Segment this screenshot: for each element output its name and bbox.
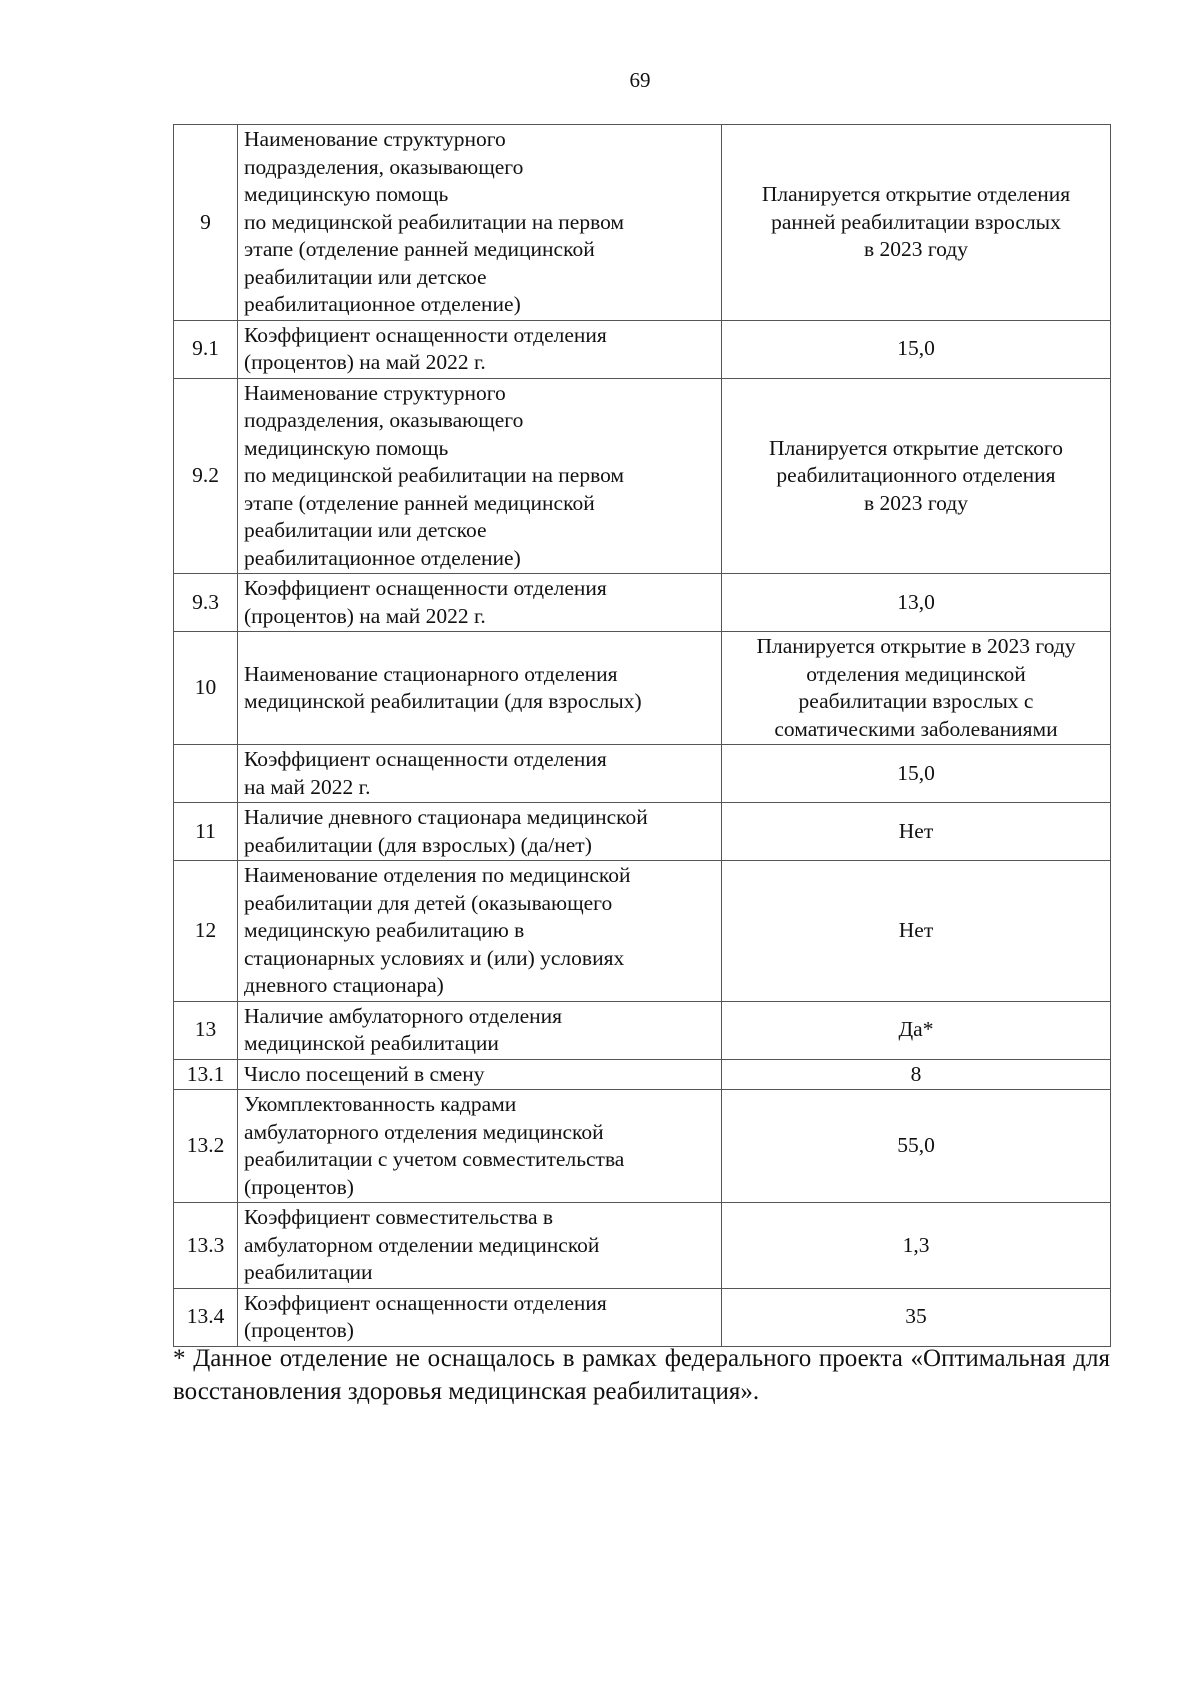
row-label: Коэффициент оснащенности отделения на май 2022 г. (238, 745, 722, 803)
row-value: 15,0 (722, 745, 1111, 803)
row-number: 9.1 (174, 320, 238, 378)
row-value: 13,0 (722, 574, 1111, 632)
table-row (174, 1059, 1111, 1090)
row-number: 12 (174, 861, 238, 1002)
row-label: Коэффициент оснащенности отделения (процентов) на май 2022 г. (238, 320, 722, 378)
footnote: * Данное отделение не оснащалось в рамках федерального проекта «Оптимальная для восстановления здоровья медицинская реабилитация». (173, 1345, 1110, 1405)
table-row (174, 803, 1111, 861)
row-label: Укомплектованность кадрами амбулаторного отделения медицинской реабилитации с учетом совместительства (процентов) (238, 1090, 722, 1203)
table-row (174, 632, 1111, 745)
row-number: 9.3 (174, 574, 238, 632)
row-number: 9.2 (174, 378, 238, 574)
row-label: Наименование структурного подразделения, оказывающего медицинскую помощь по медицинской реабилитации на первом этапе (отделение ранней медицинской реабилитации или детское реабилитационное отделение) (238, 125, 722, 321)
table-row (174, 320, 1111, 378)
row-number: 9 (174, 125, 238, 321)
row-label: Наименование отделения по медицинской реабилитации для детей (оказывающего медицинскую реабилитацию в стационарных условиях и (или) условиях дневного стационара) (238, 861, 722, 1002)
row-label: Наименование стационарного отделения медицинской реабилитации (для взрослых) (238, 632, 722, 745)
table-row (174, 1001, 1111, 1059)
row-label: Коэффициент оснащенности отделения (процентов) (238, 1288, 722, 1346)
row-number: 11 (174, 803, 238, 861)
row-label: Наличие амбулаторного отделения медицинской реабилитации (238, 1001, 722, 1059)
row-value: 55,0 (722, 1090, 1111, 1203)
table-row (174, 745, 1111, 803)
row-label: Наличие дневного стационара медицинской реабилитации (для взрослых) (да/нет) (238, 803, 722, 861)
row-label: Число посещений в смену (238, 1059, 722, 1090)
table-row (174, 1288, 1111, 1346)
table-row (174, 574, 1111, 632)
row-value: 15,0 (722, 320, 1111, 378)
row-value: 35 (722, 1288, 1111, 1346)
page-number: 69 (629, 68, 651, 92)
table-row (174, 378, 1111, 574)
table-row (174, 861, 1111, 1002)
table-row (174, 1090, 1111, 1203)
row-number: 13.2 (174, 1090, 238, 1203)
row-value: Планируется открытие в 2023 году отделения медицинской реабилитации взрослых с соматическими заболеваниями (722, 632, 1111, 745)
table-row (174, 125, 1111, 321)
row-value: Нет (722, 803, 1111, 861)
row-label: Коэффициент совместительства в амбулаторном отделении медицинской реабилитации (238, 1203, 722, 1289)
row-value: 8 (722, 1059, 1111, 1090)
row-number: 13.3 (174, 1203, 238, 1289)
row-number: 10 (174, 632, 238, 745)
row-label: Коэффициент оснащенности отделения (процентов) на май 2022 г. (238, 574, 722, 632)
row-number: 13.4 (174, 1288, 238, 1346)
row-value: Планируется открытие детского реабилитационного отделения в 2023 году (722, 378, 1111, 574)
row-number: 13.1 (174, 1059, 238, 1090)
row-value: Планируется открытие отделения ранней реабилитации взрослых в 2023 году (722, 125, 1111, 321)
row-number: 13 (174, 1001, 238, 1059)
row-value: Нет (722, 861, 1111, 1002)
data-table (173, 124, 1111, 1347)
row-value: Да* (722, 1001, 1111, 1059)
row-number (174, 745, 238, 803)
row-label: Наименование структурного подразделения, оказывающего медицинскую помощь по медицинской реабилитации на первом этапе (отделение ранней медицинской реабилитации или детское реабилитационное отделение) (238, 378, 722, 574)
row-value: 1,3 (722, 1203, 1111, 1289)
table-row (174, 1203, 1111, 1289)
